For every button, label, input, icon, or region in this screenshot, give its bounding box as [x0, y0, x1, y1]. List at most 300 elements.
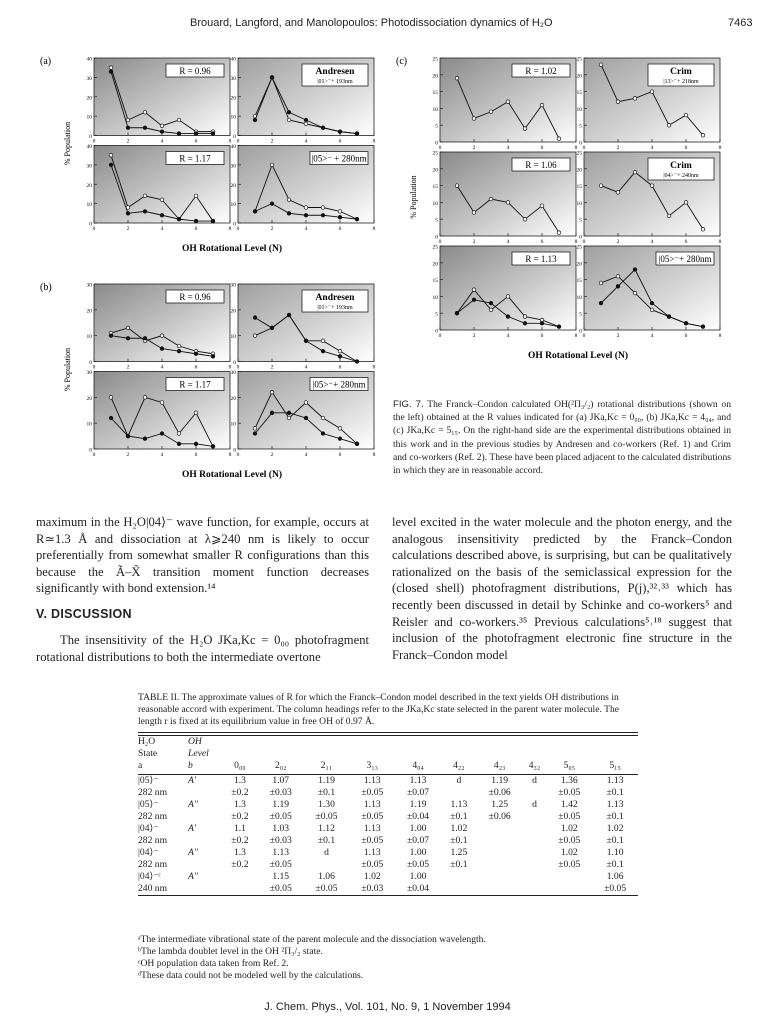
x-tick-label: 6: [194, 138, 198, 145]
table-cell: ±0.1: [450, 811, 468, 822]
table-cell: ±0.1: [606, 787, 624, 798]
data-point: [160, 124, 164, 128]
y-tick-label: 20: [86, 182, 92, 189]
table-cell: ±0.2: [231, 835, 249, 846]
x-tick-label: 0: [236, 452, 240, 458]
y-tick-label: 30: [230, 370, 236, 376]
y-tick-label: 30: [86, 163, 92, 170]
data-point: [338, 355, 342, 359]
data-point: [143, 110, 147, 114]
x-tick-label: 8: [228, 226, 232, 232]
table-cell: 5₀₅: [546, 760, 592, 775]
table-cell: [592, 748, 638, 760]
data-point: [506, 100, 510, 104]
data-point: [253, 316, 257, 320]
table-cell: [546, 871, 592, 883]
y-tick-label: 10: [230, 421, 236, 428]
data-point: [540, 321, 544, 325]
data-point: [489, 197, 493, 201]
table-cell: ±0.1: [317, 787, 336, 798]
x-tick-label: 4: [160, 138, 164, 145]
table-cell: [222, 748, 258, 760]
x-tick-label: 2: [126, 452, 130, 458]
y-tick-label: 30: [86, 282, 92, 289]
table-cell: [477, 748, 523, 760]
data-point: [126, 434, 130, 438]
data-point: [701, 227, 705, 231]
data-point: [194, 219, 198, 223]
x-tick-label: 2: [126, 364, 130, 371]
table-cell: [441, 736, 477, 748]
table-header-row: [138, 760, 638, 775]
table-cell: ±0.1: [606, 859, 624, 870]
data-point: [304, 416, 308, 420]
y-tick-label: 40: [230, 144, 236, 150]
table-cell: ±0.03: [361, 883, 384, 894]
table-cell: ±0.05: [361, 787, 384, 798]
table-cell: [523, 847, 547, 859]
table-cell: ±0.07: [407, 835, 430, 846]
y-tick-label: 10: [576, 106, 582, 113]
x-tick-label: 6: [194, 364, 198, 371]
y-tick-label: 20: [86, 395, 92, 402]
y-tick-label: 25: [576, 244, 582, 251]
x-tick-label: 0: [438, 145, 442, 151]
table-cell: ±0.1: [606, 835, 624, 846]
data-point: [338, 349, 342, 353]
x-tick-label: 4: [650, 333, 654, 339]
x-tick-label: 0: [92, 364, 96, 371]
y-tick-label: 30: [230, 75, 236, 82]
figure-caption-label: FIG. 7.: [393, 399, 424, 410]
table-cell: [477, 859, 523, 871]
table-cell: [523, 736, 547, 748]
y-tick-label: 25: [576, 150, 582, 157]
x-tick-label: 2: [472, 145, 476, 151]
y-tick-label: 10: [86, 421, 92, 428]
x-axis-label: OH Rotational Level (N): [181, 244, 283, 254]
y-tick-label: 25: [432, 56, 438, 63]
table-row: [138, 823, 638, 835]
data-point: [177, 432, 181, 436]
x-tick-label: 2: [616, 145, 620, 151]
table-cell: [188, 883, 222, 895]
x-tick-label: 4: [650, 239, 654, 245]
data-point: [523, 217, 527, 221]
table-cell: ±0.05: [269, 811, 292, 822]
data-point: [472, 288, 476, 292]
x-tick-label: 2: [616, 239, 620, 245]
data-point: [684, 321, 688, 325]
table-cell: 1.02: [560, 847, 578, 858]
data-point: [455, 184, 459, 188]
data-point: [321, 339, 325, 343]
x-tick-label: 8: [718, 239, 722, 245]
x-tick-label: 6: [338, 452, 342, 458]
data-point: [472, 117, 476, 121]
panel-label: (c): [396, 56, 408, 67]
data-point: [489, 301, 493, 305]
table-cell: 282 nm: [138, 811, 168, 822]
y-tick-label: 5: [579, 311, 582, 318]
y-tick-label: 0: [89, 360, 92, 366]
y-tick-label: 5: [435, 311, 438, 318]
data-point: [304, 213, 308, 217]
y-tick-label: 10: [432, 294, 438, 301]
table-cell: A″: [188, 871, 198, 882]
table-bottom-rule: [138, 895, 638, 896]
plot-tag: |05>⁻+ 280nm: [312, 379, 366, 390]
table-cell: ±0.2: [231, 787, 249, 798]
panel-label: (a): [40, 56, 52, 67]
y-axis-label: % Population: [63, 347, 72, 392]
data-point: [126, 118, 130, 122]
table-cell: 1.02: [363, 871, 381, 882]
x-tick-label: 0: [92, 226, 96, 232]
table-cell: ±0.05: [558, 859, 581, 870]
data-point: [355, 217, 359, 221]
table-cell: [304, 736, 350, 748]
table-cell: 4₀₄: [395, 760, 441, 775]
data-point: [523, 315, 527, 319]
table-header-row: [138, 736, 638, 748]
table-cell: ±0.05: [269, 859, 292, 870]
x-tick-label: 8: [372, 138, 376, 145]
table-cell: [523, 859, 547, 871]
table-cell: b: [188, 760, 222, 775]
data-point: [557, 231, 561, 235]
data-point: [472, 298, 476, 302]
data-point: [194, 194, 198, 198]
table-cell: ±0.1: [606, 811, 624, 822]
data-point: [270, 76, 274, 80]
y-tick-label: 20: [86, 308, 92, 315]
y-tick-label: 0: [579, 234, 582, 241]
data-point: [616, 285, 620, 289]
x-tick-label: 8: [372, 364, 376, 371]
table-cell: A″: [188, 799, 198, 810]
y-tick-label: 5: [579, 217, 582, 224]
plot-tag: R = 1.17: [179, 153, 211, 164]
y-tick-label: 20: [230, 395, 236, 402]
plot-tag-sub: |01>⁻+ 193nm: [317, 79, 353, 85]
table-row: [138, 859, 638, 871]
data-point: [599, 281, 603, 285]
table-cell: ±0.05: [558, 787, 581, 798]
table-cell: 282 nm: [138, 859, 168, 870]
data-point: [211, 132, 215, 136]
x-tick-label: 2: [126, 138, 130, 145]
table-row: [138, 787, 638, 799]
table-cell: |05⟩⁻: [138, 799, 159, 810]
y-tick-label: 25: [432, 150, 438, 157]
y-tick-label: 5: [579, 123, 582, 130]
table-cell: [592, 736, 638, 748]
y-tick-label: 0: [89, 134, 92, 140]
table-cell: 1.13: [363, 847, 381, 858]
table-cell: [222, 736, 258, 748]
data-point: [667, 315, 671, 319]
x-tick-label: 6: [540, 239, 544, 245]
data-point: [489, 308, 493, 312]
data-point: [506, 201, 510, 205]
data-point: [287, 416, 291, 420]
table-cell: 4₃₂: [523, 760, 547, 775]
data-point: [455, 76, 459, 80]
data-point: [126, 126, 130, 130]
x-axis-label: OH Rotational Level (N): [527, 351, 629, 361]
x-tick-label: 6: [684, 239, 688, 245]
data-point: [143, 437, 147, 441]
table-cell: [523, 823, 547, 835]
x-tick-label: 4: [304, 452, 308, 458]
table-cell: [395, 748, 441, 760]
data-point: [304, 118, 308, 122]
data-point: [177, 344, 181, 348]
table-cell: [477, 835, 523, 847]
plot-tag: Crim: [670, 161, 692, 171]
x-tick-label: 2: [270, 452, 274, 458]
table-cell: 3₁₃: [349, 760, 395, 775]
table-cell: 1.02: [450, 823, 468, 834]
plot-tag: |05>⁻ + 280nm: [311, 153, 367, 164]
data-point: [270, 411, 274, 415]
y-tick-label: 20: [86, 95, 92, 102]
data-point: [177, 217, 181, 221]
table-cell: d: [532, 775, 537, 786]
table-footnote: ᵈThese data could not be modeled well by the calculations.: [138, 970, 364, 981]
y-tick-label: 20: [576, 261, 582, 268]
data-point: [160, 432, 164, 436]
table-cell: [349, 748, 395, 760]
y-tick-label: 20: [230, 182, 236, 189]
data-point: [489, 110, 493, 114]
table-header-row: [138, 748, 638, 760]
data-point: [540, 204, 544, 208]
plot-tag-sub: |01>⁻+ 193nm: [317, 305, 353, 311]
table-footnote: ᵃThe intermediate vibrational state of the parent molecule and the dissociation wavelength.: [138, 934, 486, 945]
x-axis-label: OH Rotational Level (N): [181, 470, 283, 480]
x-tick-label: 2: [472, 333, 476, 339]
y-tick-label: 15: [576, 184, 582, 191]
table-caption: TABLE II. The approximate values of R for which the Franck–Condon model described in the text yields OH distributions in reasonable accord with experiment. The column headings refer to the JKa,Kc state selected in the parent water molecule. The length r is fixed at its equilibrium value in free OH of 0.97 Å.: [138, 692, 620, 727]
x-tick-label: 8: [574, 333, 578, 339]
table-cell: [188, 811, 222, 823]
data-point: [109, 163, 113, 167]
x-tick-label: 6: [338, 138, 342, 145]
data-point: [160, 130, 164, 134]
data-point: [287, 110, 291, 114]
plot-tag: Andresen: [315, 293, 355, 303]
table-cell: ±0.03: [269, 835, 292, 846]
data-point: [109, 66, 113, 70]
table-cell: [258, 748, 304, 760]
table-row: [138, 871, 638, 883]
data-point: [126, 326, 130, 330]
data-point: [650, 308, 654, 312]
figure-panel-b: [40, 278, 380, 483]
y-tick-label: 0: [435, 328, 438, 335]
data-point: [126, 336, 130, 340]
table-cell: 4₂₂: [441, 760, 477, 775]
table-cell: ±0.05: [361, 811, 384, 822]
table-cell: [523, 811, 547, 823]
table-cell: 240 nm: [138, 883, 168, 894]
table-cell: 2₁₁: [304, 760, 350, 775]
data-point: [338, 130, 342, 134]
data-point: [177, 442, 181, 446]
data-point: [304, 206, 308, 210]
data-point: [160, 198, 164, 202]
table-cell: [477, 736, 523, 748]
data-point: [616, 191, 620, 195]
data-point: [160, 401, 164, 405]
y-tick-label: 10: [432, 106, 438, 113]
section-heading: V. DISCUSSION: [36, 607, 132, 621]
table-cell: 1.13: [363, 823, 381, 834]
data-point: [253, 334, 257, 338]
table-cell: 1.13: [606, 775, 624, 786]
data-point: [557, 137, 561, 141]
table-row: [138, 883, 638, 895]
table-cell: [523, 871, 547, 883]
x-tick-label: 0: [438, 239, 442, 245]
table-cell: ±0.1: [450, 859, 468, 870]
data-point: [338, 215, 342, 219]
table-cell: ±0.1: [317, 835, 336, 846]
data-point: [160, 334, 164, 338]
data-point: [650, 301, 654, 305]
table-cell: [477, 883, 523, 895]
data-point: [523, 321, 527, 325]
data-point: [523, 127, 527, 131]
running-header: [0, 17, 775, 33]
table-cell: 1.42: [560, 799, 578, 810]
y-tick-label: 10: [86, 114, 92, 121]
table-cell: [188, 859, 222, 871]
table-cell: ±0.2: [231, 859, 249, 870]
table-cell: [477, 871, 523, 883]
data-point: [599, 184, 603, 188]
x-tick-label: 0: [236, 364, 240, 371]
table-cell: 1.25: [491, 799, 509, 810]
y-tick-label: 15: [576, 278, 582, 285]
table-cell: [222, 871, 258, 883]
table-cell: ±0.03: [269, 787, 292, 798]
x-tick-label: 8: [718, 333, 722, 339]
table-cell: ±0.06: [488, 787, 511, 798]
data-point: [211, 355, 215, 359]
data-point: [304, 122, 308, 126]
data-point: [211, 445, 215, 449]
table-cell: 1.00: [409, 847, 427, 858]
data-point: [287, 313, 291, 317]
y-tick-label: 10: [432, 200, 438, 207]
table-cell: ±0.05: [315, 883, 338, 894]
data-point: [321, 206, 325, 210]
table-cell: 1.25: [450, 847, 468, 858]
data-point: [143, 194, 147, 198]
table-cell: 1.15: [272, 871, 290, 882]
table-cell: [477, 847, 523, 859]
table-footnote: ᵇThe lambda doublet level in the OH ²Π₃/₂ state.: [138, 946, 323, 957]
x-tick-label: 8: [574, 239, 578, 245]
table-cell: |04⟩⁻ᶜ: [138, 871, 161, 882]
table-cell: 1.19: [272, 799, 290, 810]
plot-tag: R = 1.02: [525, 66, 557, 76]
y-tick-label: 15: [432, 278, 438, 285]
table-cell: 1.06: [606, 871, 624, 882]
figure-c-svg: [396, 52, 726, 364]
table-row: [138, 811, 638, 823]
plot-tag: R = 1.17: [179, 379, 211, 390]
data-point: [194, 442, 198, 446]
data-point: [253, 210, 257, 214]
y-tick-label: 5: [435, 217, 438, 224]
table-cell: A′: [188, 823, 196, 834]
journal-footer: J. Chem. Phys., Vol. 101, No. 9, 1 November 1994: [264, 1001, 511, 1013]
table-cell: d: [532, 799, 537, 810]
y-tick-label: 30: [230, 163, 236, 170]
data-point: [667, 123, 671, 127]
data-point: [599, 301, 603, 305]
y-tick-label: 10: [86, 202, 92, 209]
table-cell: 1.19: [318, 775, 335, 786]
table-cell: [441, 883, 477, 895]
y-tick-label: 40: [230, 56, 236, 63]
data-point: [321, 213, 325, 217]
data-point: [321, 126, 325, 130]
y-tick-label: 25: [432, 244, 438, 251]
data-point: [701, 133, 705, 137]
table-cell: 1.10: [606, 847, 624, 858]
table-cell: 282 nm: [138, 835, 168, 846]
y-tick-label: 0: [89, 447, 92, 454]
x-tick-label: 2: [270, 364, 274, 371]
table-cell: ±0.1: [450, 835, 468, 846]
x-tick-label: 0: [582, 333, 586, 339]
y-tick-label: 0: [89, 221, 92, 228]
data-point: [270, 163, 274, 167]
table-cell: ±0.2: [231, 811, 249, 822]
table-row: [138, 799, 638, 811]
y-tick-label: 0: [233, 221, 236, 228]
x-tick-label: 4: [304, 364, 308, 371]
figure-panel-c: [396, 52, 726, 364]
table-cell: [349, 736, 395, 748]
table-cell: [304, 748, 350, 760]
table-cell: ±0.05: [361, 835, 384, 846]
table-cell: [188, 787, 222, 799]
table-footnote: ᶜOH population data taken from Ref. 2.: [138, 958, 289, 969]
data-point: [540, 103, 544, 107]
panel-label: (b): [40, 282, 52, 293]
page-number: 7463: [728, 17, 753, 29]
table-cell: [546, 736, 592, 748]
data-point: [194, 411, 198, 415]
data-point: [633, 291, 637, 295]
data-point: [287, 411, 291, 415]
x-tick-label: 6: [684, 333, 688, 339]
table-cell: |05⟩⁻: [138, 775, 159, 786]
y-tick-label: 25: [576, 56, 582, 63]
table-cell: 1.00: [409, 823, 427, 834]
x-tick-label: 8: [228, 364, 232, 371]
data-point: [160, 213, 164, 217]
table-cell: d: [324, 847, 329, 858]
x-tick-label: 6: [338, 226, 342, 232]
y-tick-label: 0: [579, 140, 582, 147]
